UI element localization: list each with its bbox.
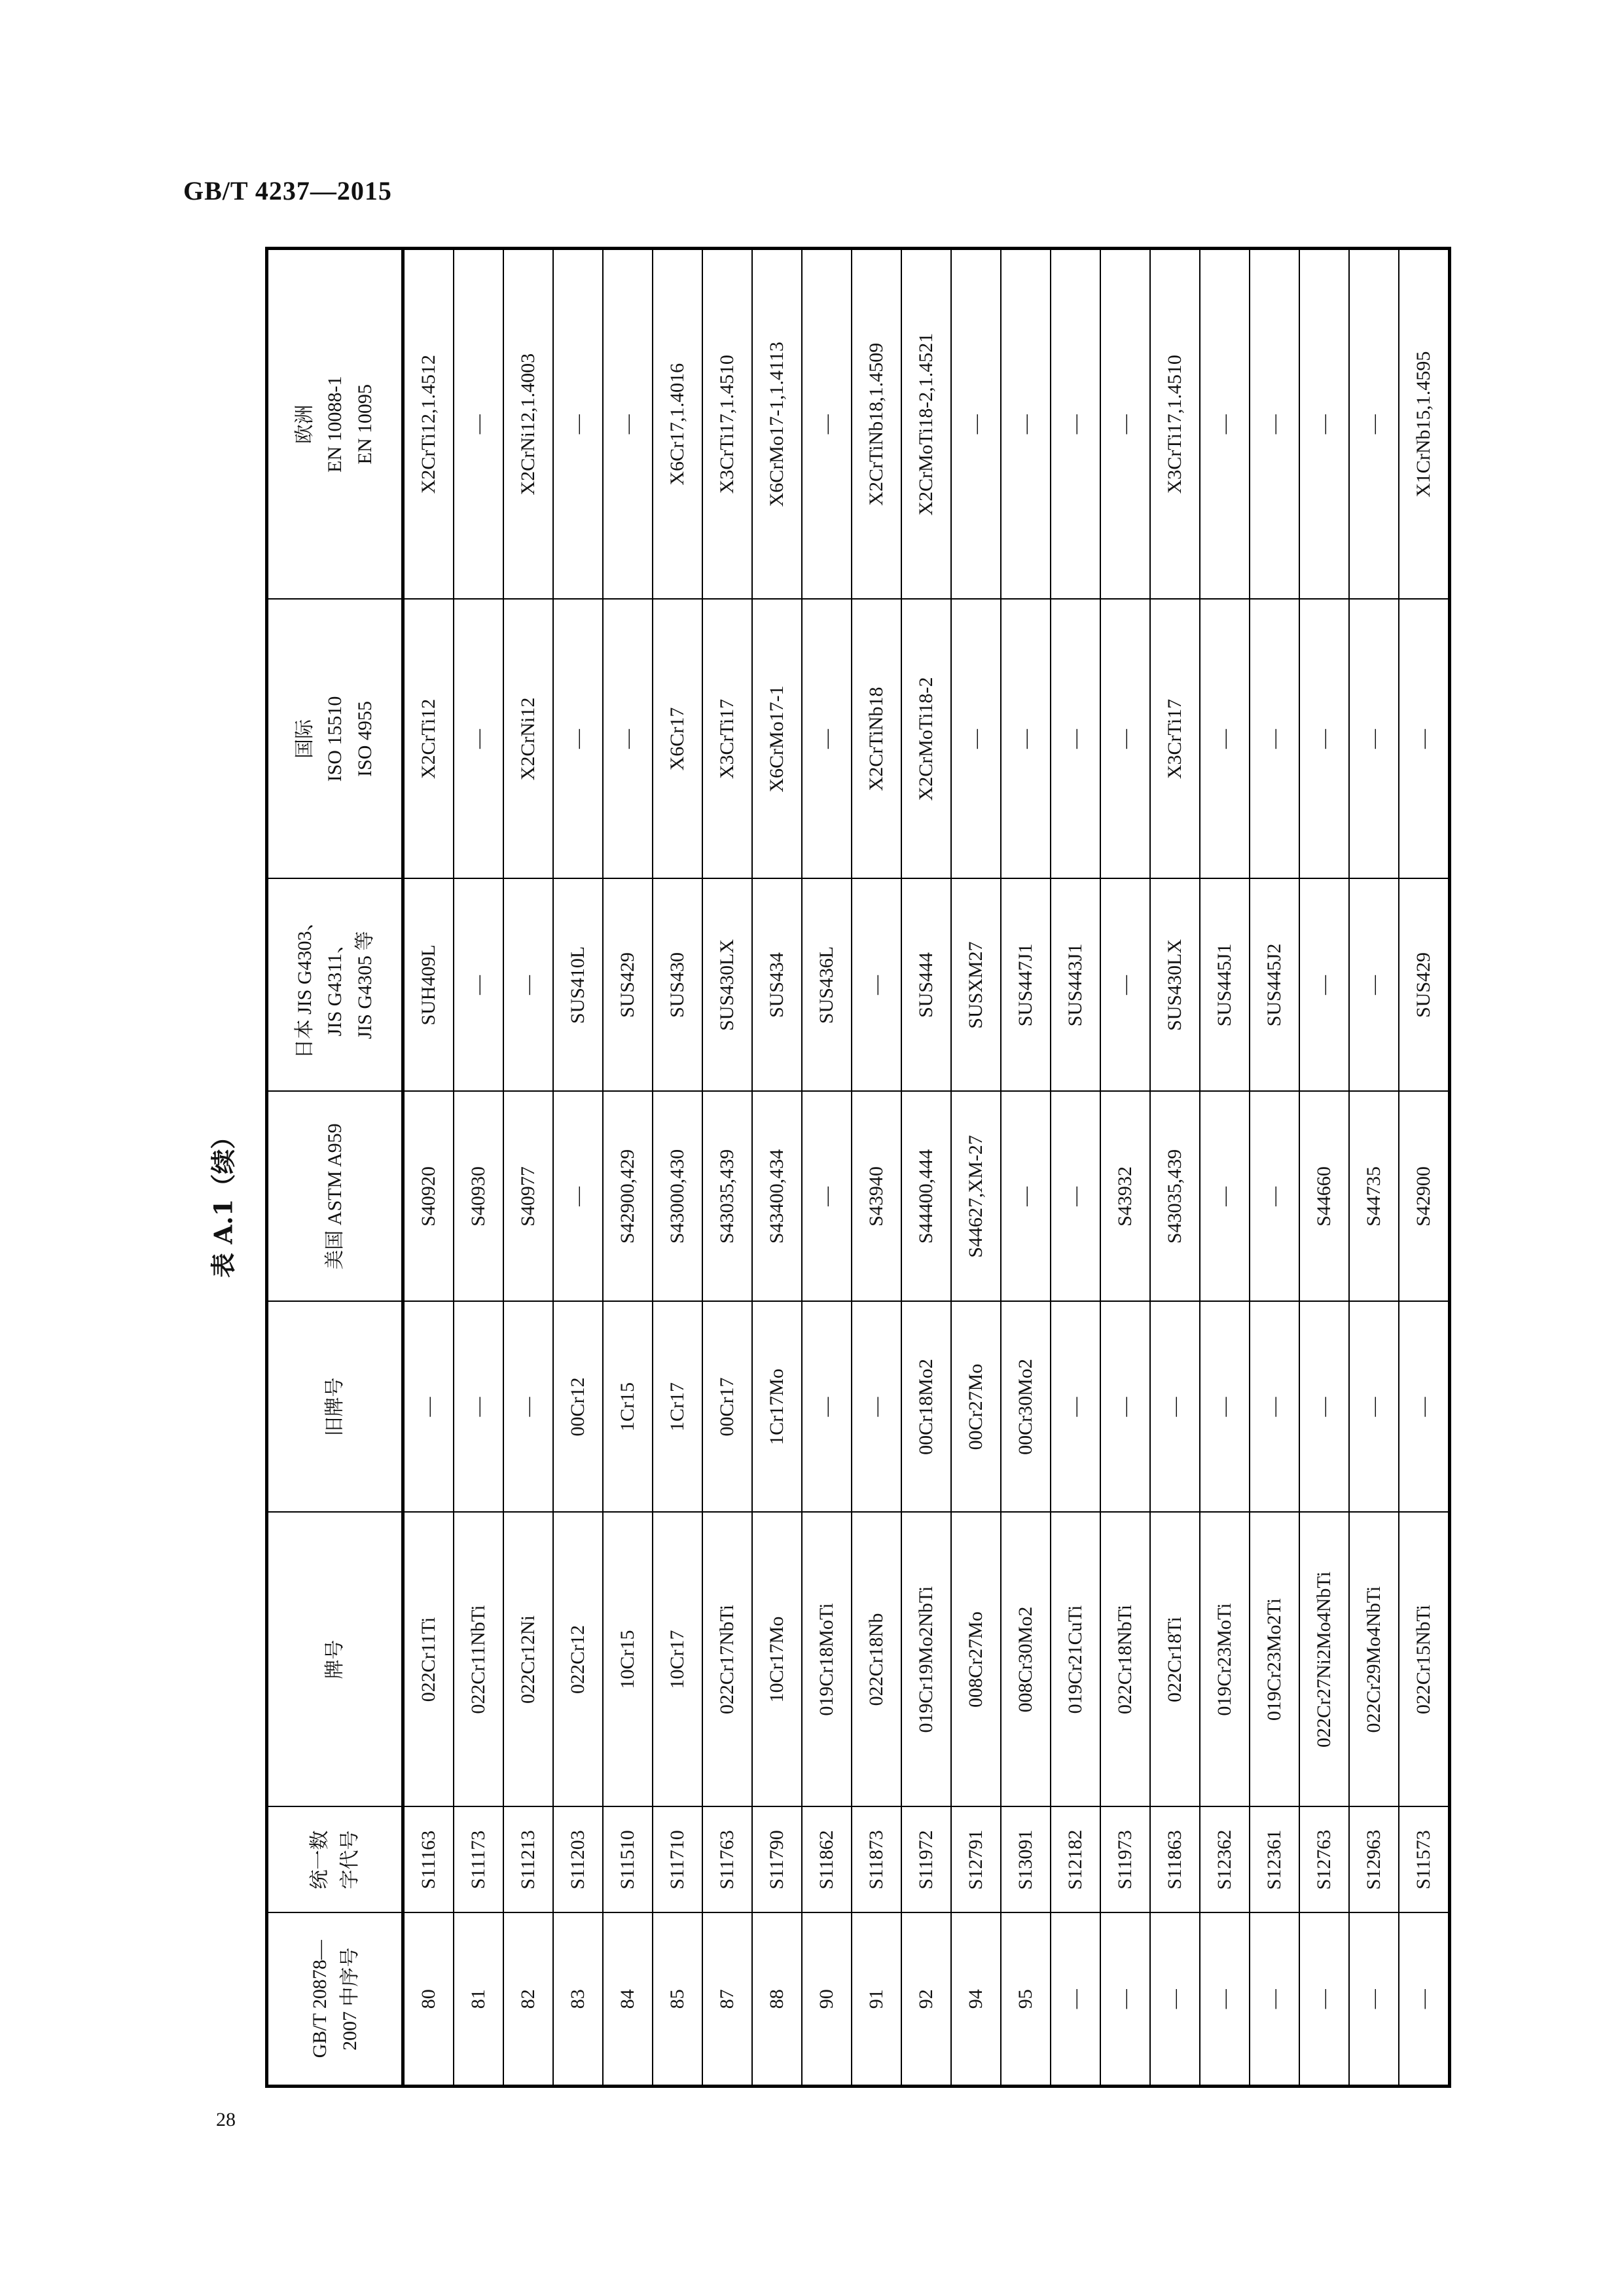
cell-iso: — [1349,600,1399,879]
column-header-line: ISO 15510 [323,696,346,782]
cell-old-grade: 00Cr18Mo2 [901,1302,951,1513]
column-header-europe-en [267,249,403,600]
cell-usa-astm: — [553,1092,603,1302]
cell-iso: — [802,600,852,879]
cell-usa-astm: S43000,430 [653,1092,702,1302]
cell-grade: 019Cr23Mo2Ti [1250,1513,1299,1807]
cell-iso: X6Cr17 [653,600,702,879]
cell-europe-en: X6Cr17,1.4016 [653,249,702,600]
cell-europe-en: — [1349,249,1399,600]
cell-iso: — [1051,600,1100,879]
cell-usa-astm: S44735 [1349,1092,1399,1302]
column-header-unified-code [267,1807,403,1913]
column-header-line: EN 10088-1 [323,376,346,473]
cell-japan-jis: — [1349,879,1399,1092]
cell-japan-jis: SUS410L [553,879,603,1092]
cell-gbt20878-seq: 90 [802,1913,852,2087]
cell-old-grade: — [852,1302,901,1513]
cell-grade: 022Cr11NbTi [454,1513,503,1807]
cell-old-grade: — [1299,1302,1349,1513]
cell-europe-en: — [603,249,653,600]
cell-europe-en: X2CrNi12,1.4003 [503,249,553,600]
cell-gbt20878-seq: 94 [951,1913,1001,2087]
cell-grade: 10Cr17Mo [752,1513,802,1807]
cell-gbt20878-seq: — [1349,1913,1399,2087]
cell-japan-jis: SUS430LX [1150,879,1200,1092]
cell-gbt20878-seq: — [1399,1913,1450,2087]
cell-usa-astm: — [1200,1092,1250,1302]
table-row [1001,249,1051,2087]
cell-old-grade: — [802,1302,852,1513]
cell-europe-en: — [1051,249,1100,600]
cell-gbt20878-seq: — [1051,1913,1100,2087]
table-row [1399,249,1450,2087]
cell-grade: 022Cr18NbTi [1100,1513,1150,1807]
cell-iso: X3CrTi17 [1150,600,1200,879]
cell-grade: 019Cr19Mo2NbTi [901,1513,951,1807]
cell-grade: 10Cr17 [653,1513,702,1807]
cell-usa-astm: S44627,XM-27 [951,1092,1001,1302]
cell-old-grade: — [1399,1302,1450,1513]
cell-iso: — [951,600,1001,879]
cell-old-grade: — [1200,1302,1250,1513]
cell-old-grade: 1Cr17 [653,1302,702,1513]
column-header-line: 日本 JIS G4303、 [293,911,316,1059]
cell-grade: 019Cr23MoTi [1200,1513,1250,1807]
cell-unified-code: S11863 [1150,1807,1200,1913]
column-header-gbt20878-seq [267,1913,403,2087]
cell-gbt20878-seq: — [1100,1913,1150,2087]
cell-iso: — [553,600,603,879]
cell-iso: — [1250,600,1299,879]
cell-unified-code: S11873 [852,1807,901,1913]
cell-unified-code: S11862 [802,1807,852,1913]
column-header-line: 牌号 [323,1640,346,1679]
cell-old-grade: 00Cr30Mo2 [1001,1302,1051,1513]
cell-old-grade: — [1051,1302,1100,1513]
table-row [454,249,503,2087]
cell-gbt20878-seq: — [1200,1913,1250,2087]
cell-unified-code: S12362 [1200,1807,1250,1913]
cell-japan-jis: — [852,879,901,1092]
column-header-line: GB/T 20878— [308,1940,331,2058]
cell-usa-astm: S44400,444 [901,1092,951,1302]
column-header-line: 国际 [293,719,316,759]
cell-iso: — [1399,600,1450,879]
cell-iso: — [1001,600,1051,879]
cell-europe-en: X2CrMoTi18-2,1.4521 [901,249,951,600]
cell-old-grade: 00Cr27Mo [951,1302,1001,1513]
column-header-line: ISO 4955 [353,701,376,777]
cell-usa-astm: S42900,429 [603,1092,653,1302]
cell-europe-en: — [553,249,603,600]
cell-japan-jis: — [1299,879,1349,1092]
cell-japan-jis: SUS443J1 [1051,879,1100,1092]
table-row [702,249,752,2087]
cell-old-grade: — [1250,1302,1299,1513]
cell-grade: 008Cr30Mo2 [1001,1513,1051,1807]
column-header-line: JIS G4305 等 [353,931,376,1039]
steel-grade-comparison-table [265,247,1451,2088]
column-header-iso [267,600,403,879]
table-row [1299,249,1349,2087]
steel-grade-comparison-table-container [265,250,1443,2088]
column-header-line: 字代号 [338,1830,361,1890]
cell-japan-jis: SUS436L [802,879,852,1092]
column-header-grade [267,1513,403,1807]
cell-japan-jis: SUS429 [603,879,653,1092]
cell-unified-code: S12361 [1250,1807,1299,1913]
cell-grade: 022Cr18Ti [1150,1513,1200,1807]
cell-usa-astm: S43400,434 [752,1092,802,1302]
cell-grade: 022Cr27Ni2Mo4NbTi [1299,1513,1349,1807]
cell-usa-astm: S43940 [852,1092,901,1302]
cell-iso: X6CrMo17-1 [752,600,802,879]
cell-usa-astm: S42900 [1399,1092,1450,1302]
cell-gbt20878-seq: 95 [1001,1913,1051,2087]
cell-europe-en: X2CrTiNb18,1.4509 [852,249,901,600]
cell-unified-code: S11213 [503,1807,553,1913]
cell-japan-jis: SUS444 [901,879,951,1092]
cell-unified-code: S11173 [454,1807,503,1913]
cell-unified-code: S11972 [901,1807,951,1913]
cell-grade: 019Cr18MoTi [802,1513,852,1807]
cell-japan-jis: SUS447J1 [1001,879,1051,1092]
cell-old-grade: 1Cr15 [603,1302,653,1513]
cell-unified-code: S12963 [1349,1807,1399,1913]
cell-europe-en: X2CrTi12,1.4512 [403,249,454,600]
cell-usa-astm: — [1001,1092,1051,1302]
cell-iso: X3CrTi17 [702,600,752,879]
column-header-line: EN 10095 [353,384,376,465]
column-header-line: 2007 中序号 [338,1947,361,2051]
cell-gbt20878-seq: 88 [752,1913,802,2087]
cell-old-grade: — [503,1302,553,1513]
cell-usa-astm: S43035,439 [1150,1092,1200,1302]
cell-japan-jis: SUS445J2 [1250,879,1299,1092]
cell-iso: X2CrMoTi18-2 [901,600,951,879]
table-row [1349,249,1399,2087]
cell-japan-jis: — [454,879,503,1092]
cell-unified-code: S12791 [951,1807,1001,1913]
table-row [603,249,653,2087]
column-header-japan-jis [267,879,403,1092]
cell-gbt20878-seq: 81 [454,1913,503,2087]
table-row [1100,249,1150,2087]
table-row [1150,249,1200,2087]
cell-unified-code: S11790 [752,1807,802,1913]
standard-code: GB/T 4237—2015 [183,176,392,206]
table-row [503,249,553,2087]
cell-japan-jis: — [503,879,553,1092]
cell-iso: X2CrNi12 [503,600,553,879]
cell-japan-jis: SUH409L [403,879,454,1092]
cell-old-grade: 00Cr12 [553,1302,603,1513]
table-row [403,249,454,2087]
cell-japan-jis: SUS430LX [702,879,752,1092]
cell-europe-en: — [1100,249,1150,600]
cell-old-grade: — [454,1302,503,1513]
cell-iso: X2CrTiNb18 [852,600,901,879]
cell-usa-astm: S44660 [1299,1092,1349,1302]
cell-old-grade: — [403,1302,454,1513]
cell-iso: X2CrTi12 [403,600,454,879]
cell-usa-astm: S43932 [1100,1092,1150,1302]
column-header-line: 旧牌号 [323,1377,346,1437]
cell-japan-jis: SUSXM27 [951,879,1001,1092]
column-header-old-grade [267,1302,403,1513]
cell-grade: 022Cr15NbTi [1399,1513,1450,1807]
table-header-row [267,249,403,2087]
cell-old-grade: 00Cr17 [702,1302,752,1513]
cell-usa-astm: S40930 [454,1092,503,1302]
table-row [1200,249,1250,2087]
cell-europe-en: X6CrMo17-1,1.4113 [752,249,802,600]
column-header-line: JIS G4311、 [323,933,346,1037]
cell-gbt20878-seq: 91 [852,1913,901,2087]
cell-europe-en: — [951,249,1001,600]
cell-grade: 008Cr27Mo [951,1513,1001,1807]
table-row [1051,249,1100,2087]
cell-iso: — [603,600,653,879]
cell-unified-code: S12763 [1299,1807,1349,1913]
column-header-line: 美国 ASTM A959 [323,1123,346,1270]
cell-gbt20878-seq: — [1299,1913,1349,2087]
cell-grade: 022Cr11Ti [403,1513,454,1807]
cell-europe-en: — [1250,249,1299,600]
cell-gbt20878-seq: 87 [702,1913,752,2087]
cell-grade: 019Cr21CuTi [1051,1513,1100,1807]
cell-europe-en: — [1200,249,1250,600]
table-row [653,249,702,2087]
cell-old-grade: — [1100,1302,1150,1513]
cell-usa-astm: S40977 [503,1092,553,1302]
cell-unified-code: S11710 [653,1807,702,1913]
cell-unified-code: S11573 [1399,1807,1450,1913]
cell-old-grade: — [1150,1302,1200,1513]
cell-grade: 022Cr29Mo4NbTi [1349,1513,1399,1807]
cell-europe-en: — [802,249,852,600]
table-body [403,249,1450,2087]
cell-gbt20878-seq: 80 [403,1913,454,2087]
cell-gbt20878-seq: — [1150,1913,1200,2087]
table-title: 表 A.1（续） [208,1124,238,1278]
table-row [951,249,1001,2087]
cell-europe-en: — [454,249,503,600]
cell-europe-en: X1CrNb15,1.4595 [1399,249,1450,600]
column-header-usa-astm [267,1092,403,1302]
cell-iso: — [1299,600,1349,879]
table-row [802,249,852,2087]
cell-japan-jis: SUS434 [752,879,802,1092]
cell-europe-en: X3CrTi17,1.4510 [702,249,752,600]
cell-iso: — [454,600,503,879]
cell-usa-astm: — [802,1092,852,1302]
cell-iso: — [1100,600,1150,879]
cell-usa-astm: S40920 [403,1092,454,1302]
cell-unified-code: S11973 [1100,1807,1150,1913]
table-row [852,249,901,2087]
table-row [553,249,603,2087]
table-row [752,249,802,2087]
cell-gbt20878-seq: 85 [653,1913,702,2087]
cell-grade: 10Cr15 [603,1513,653,1807]
cell-japan-jis: SUS430 [653,879,702,1092]
cell-gbt20878-seq: 82 [503,1913,553,2087]
cell-gbt20878-seq: — [1250,1913,1299,2087]
cell-usa-astm: — [1051,1092,1100,1302]
cell-grade: 022Cr17NbTi [702,1513,752,1807]
column-header-line: 欧洲 [293,404,316,444]
cell-gbt20878-seq: 92 [901,1913,951,2087]
cell-gbt20878-seq: 84 [603,1913,653,2087]
cell-grade: 022Cr12 [553,1513,603,1807]
cell-grade: 022Cr18Nb [852,1513,901,1807]
cell-usa-astm: S43035,439 [702,1092,752,1302]
cell-europe-en: — [1299,249,1349,600]
page-number: 28 [216,2109,236,2130]
cell-old-grade: — [1349,1302,1399,1513]
cell-europe-en: X3CrTi17,1.4510 [1150,249,1200,600]
cell-japan-jis: — [1100,879,1150,1092]
cell-unified-code: S13091 [1001,1807,1051,1913]
cell-europe-en: — [1001,249,1051,600]
cell-unified-code: S12182 [1051,1807,1100,1913]
cell-unified-code: S11510 [603,1807,653,1913]
cell-old-grade: 1Cr17Mo [752,1302,802,1513]
cell-japan-jis: SUS429 [1399,879,1450,1092]
cell-unified-code: S11763 [702,1807,752,1913]
cell-grade: 022Cr12Ni [503,1513,553,1807]
cell-gbt20878-seq: 83 [553,1913,603,2087]
table-row [1250,249,1299,2087]
column-header-line: 统一数 [308,1830,331,1890]
cell-iso: — [1200,600,1250,879]
cell-unified-code: S11163 [403,1807,454,1913]
cell-japan-jis: SUS445J1 [1200,879,1250,1092]
table-row [901,249,951,2087]
cell-unified-code: S11203 [553,1807,603,1913]
cell-usa-astm: — [1250,1092,1299,1302]
